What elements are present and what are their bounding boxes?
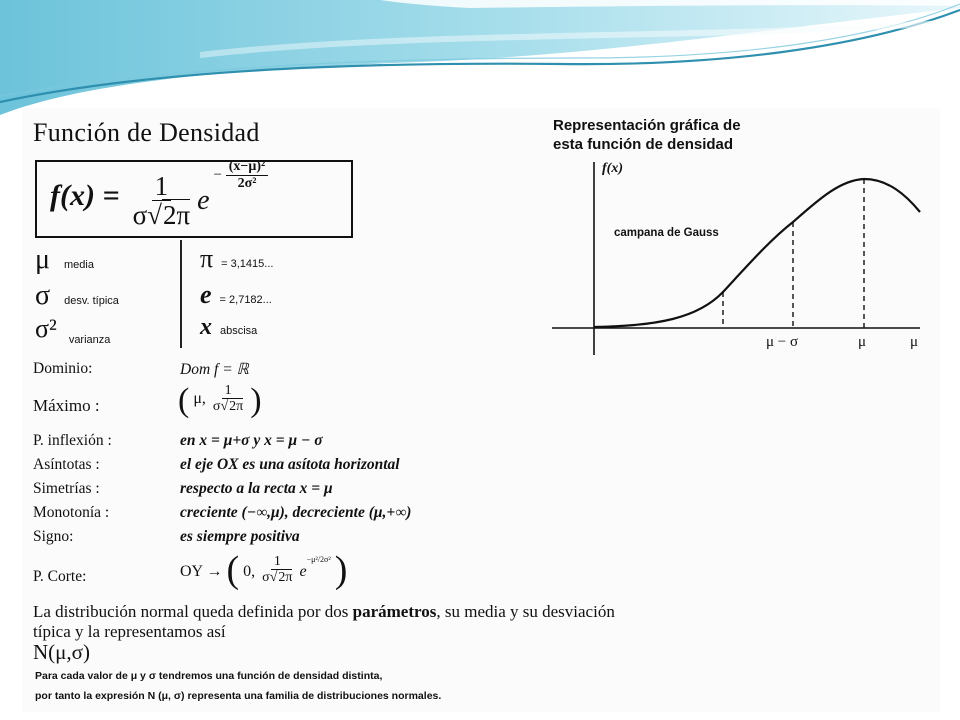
prop-inflexion-label: P. inflexión :	[33, 432, 112, 449]
param-sigma: σ desv. típica	[35, 280, 119, 311]
tick-mu: μ	[858, 334, 867, 350]
prop-corte-value: OY → ( 0, $\frac{1}{\sigma√2\pi}$ $e^{-\mu^2/2\sigma^2}$ )	[180, 549, 348, 591]
prop-simetrias-label: Simetrías :	[33, 480, 100, 497]
prop-monotonia-value: creciente (−∞,μ), decreciente (μ,+∞)	[180, 504, 412, 521]
paragraph-line-1: La distribución normal queda definida por dos parámetros, su media y su desviación	[33, 602, 615, 621]
formula-den-sigma: σ	[132, 200, 148, 231]
prop-dominio-label: Dominio:	[33, 360, 93, 377]
header-wave-banner	[0, 0, 960, 115]
gauss-curve	[594, 179, 920, 327]
prop-asintotas-label: Asíntotas :	[33, 456, 100, 473]
formula-exp-sign: −	[213, 167, 223, 184]
footnote-line-1: Para cada valor de μ y σ tendremos una función de densidad distinta,	[35, 670, 383, 682]
page-title: Función de Densidad	[33, 118, 260, 147]
param-variance: σ² $_{varianza}$	[35, 314, 111, 346]
prop-maximo-value: ( μ, $\frac{1}{\sigma√2\pi}$ )	[178, 382, 262, 419]
const-x: x abscisa	[200, 314, 258, 340]
gauss-curve-graph	[548, 150, 928, 365]
paragraph-line-2: típica y la representamos así	[33, 622, 226, 641]
tick-mu-minus-sigma: μ − σ	[766, 334, 799, 350]
prop-signo-value: es siempre positiva	[180, 528, 300, 545]
prop-maximo-label: Máximo :	[33, 396, 100, 415]
param-mu: μ media	[35, 244, 94, 275]
formula-e: e	[197, 185, 210, 217]
prop-inflexion-value: en x = μ+σ y x = μ − σ	[180, 432, 323, 449]
density-formula: f(x) = $\frac{1}{\sigma√2\pi}$ e − $\frac{\text{(x−μ)²}}{\text{2σ²}}$	[50, 172, 268, 231]
formula-exp-den: 2σ²	[237, 175, 257, 191]
prop-simetrias-value: respecto a la recta x = μ	[180, 480, 333, 497]
y-axis-label: f(x)	[602, 161, 623, 176]
formula-den-root: 2π	[162, 200, 191, 231]
param-divider	[180, 240, 182, 348]
prop-corte-label: P. Corte:	[33, 568, 87, 585]
const-pi: π = 3,1415...	[200, 244, 274, 273]
prop-dominio-value: Dom f = ℝ	[180, 361, 249, 378]
formula-numerator: 1	[152, 172, 172, 201]
formula-exp-num: (x−μ)²	[226, 160, 268, 176]
curve-label: campana de Gauss	[614, 227, 719, 239]
normal-notation: N(μ,σ)	[33, 640, 90, 664]
formula-lhs: f(x) =	[50, 179, 120, 213]
tick-mu-edge: μ	[910, 334, 919, 350]
prop-signo-label: Signo:	[33, 528, 74, 545]
prop-monotonia-label: Monotonía :	[33, 504, 110, 521]
footnote-line-2: por tanto la expresión N (μ, σ) representa una familia de distribuciones normales.	[35, 690, 442, 702]
prop-asintotas-value: el eje OX es una asítota horizontal	[180, 456, 400, 473]
const-e: e = 2,7182...	[200, 280, 272, 309]
graph-title: Representación gráfica de esta función de densidad	[553, 117, 741, 153]
